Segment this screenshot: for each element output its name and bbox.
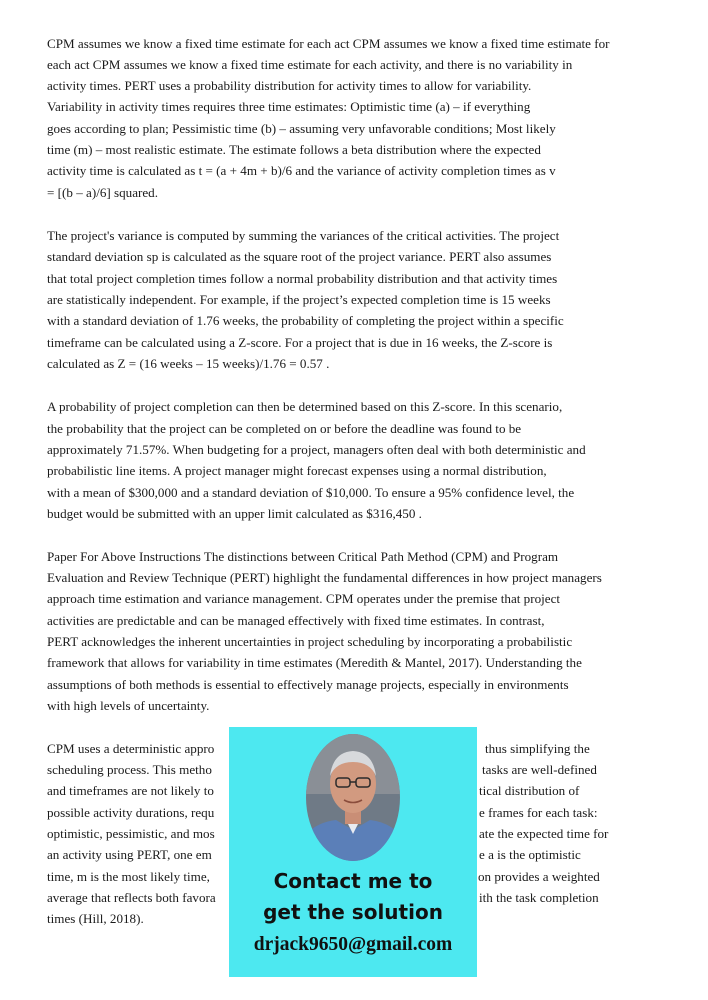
portrait-photo (306, 734, 400, 861)
text-line: possible activity durations, requ (47, 805, 215, 820)
ad-headline-line1: Contact me to (273, 869, 433, 893)
text-line: assumptions of both methods is essential to effectively manage projects, especially in environments (47, 677, 569, 692)
text-line: e frames for each task: (479, 805, 598, 820)
text-line: goes according to plan; Pessimistic time (b) – assuming very unfavorable conditions; Most likely (47, 121, 556, 136)
text-line: tasks are well-defined (482, 762, 597, 777)
text-line: standard deviation sp is calculated as the square root of the project variance. PERT also assumes (47, 249, 552, 264)
text-line: times (Hill, 2018). (47, 911, 144, 926)
text-line: and timeframes are not likely to (47, 783, 214, 798)
text-line: optimistic, pessimistic, and mos (47, 826, 215, 841)
text-line: framework that allows for variability in time estimates (Meredith & Mantel, 2017). Understanding the (47, 655, 582, 670)
text-line: average that reflects both favora (47, 890, 216, 905)
text-line: Evaluation and Review Technique (PERT) highlight the fundamental differences in how project managers (47, 570, 602, 585)
text-line: tical distribution of (479, 783, 580, 798)
contact-email[interactable]: drjack9650@gmail.com (253, 934, 453, 955)
text-line: calculated as Z = (16 weeks – 15 weeks)/1.76 = 0.57 . (47, 356, 330, 371)
text-line: Variability in activity times requires three time estimates: Optimistic time (a) – if everything (47, 99, 531, 114)
text-line: with a standard deviation of 1.76 weeks, the probability of completing the project within a specific (47, 313, 564, 328)
contact-advertisement[interactable] (229, 727, 477, 977)
text-line: scheduling process. This metho (47, 762, 212, 777)
text-line: are statistically independent. For example, if the project’s expected completion time is 15 weeks (47, 292, 551, 307)
portrait-icon (306, 734, 400, 861)
text-line: each act CPM assumes we know a fixed time estimate for each activity, and there is no variability in (47, 57, 573, 72)
text-line: budget would be submitted with an upper limit calculated as $316,450 . (47, 506, 422, 521)
text-line: CPM uses a deterministic appro (47, 741, 215, 756)
text-line: ith the task completion (479, 890, 599, 905)
text-line: = [(b – a)/6] squared. (47, 185, 159, 200)
text-line: e a is the optimistic (479, 847, 581, 862)
text-line: PERT acknowledges the inherent uncertainties in project scheduling by incorporating a probabilistic (47, 634, 573, 649)
text-line: approach time estimation and variance management. CPM operates under the premise that project (47, 591, 561, 606)
text-line: activity time is calculated as t = (a + 4m + b)/6 and the variance of activity completion times as v (47, 163, 556, 178)
text-line: thus simplifying the (485, 741, 590, 756)
text-line: time, m is the most likely time, (47, 869, 210, 884)
text-line: activity times. PERT uses a probability distribution for activity times to allow for variability. (47, 78, 532, 93)
text-line: Paper For Above Instructions The distinctions between Critical Path Method (CPM) and Program (47, 549, 559, 564)
text-line: A probability of project completion can then be determined based on this Z-score. In this scenario, (47, 399, 563, 414)
text-line: approximately 71.57%. When budgeting for a project, managers often deal with both deterministic and (47, 442, 586, 457)
text-line: activities are predictable and can be managed effectively with fixed time estimates. In contrast, (47, 613, 545, 628)
text-line: with a mean of $300,000 and a standard deviation of $10,000. To ensure a 95% confidence level, the (47, 485, 575, 500)
text-line: an activity using PERT, one em (47, 847, 212, 862)
text-line: with high levels of uncertainty. (47, 698, 210, 713)
ad-headline-line2: get the solution (263, 900, 443, 924)
text-line: that total project completion times follow a normal probability distribution and that activity times (47, 271, 558, 286)
text-line: timeframe can be calculated using a Z-score. For a project that is due in 16 weeks, the Z-score is (47, 335, 553, 350)
text-line: The project's variance is computed by summing the variances of the critical activities. The project (47, 228, 560, 243)
text-line: time (m) – most realistic estimate. The estimate follows a beta distribution where the expected (47, 142, 541, 157)
text-line: CPM assumes we know a fixed time estimate for each act CPM assumes we know a fixed time estimate for (47, 36, 610, 51)
text-line: ate the expected time for (479, 826, 609, 841)
text-line: the probability that the project can be completed on or before the deadline was found to be (47, 421, 522, 436)
text-line: on provides a weighted (478, 869, 600, 884)
text-line: probabilistic line items. A project manager might forecast expenses using a normal distribution, (47, 463, 547, 478)
